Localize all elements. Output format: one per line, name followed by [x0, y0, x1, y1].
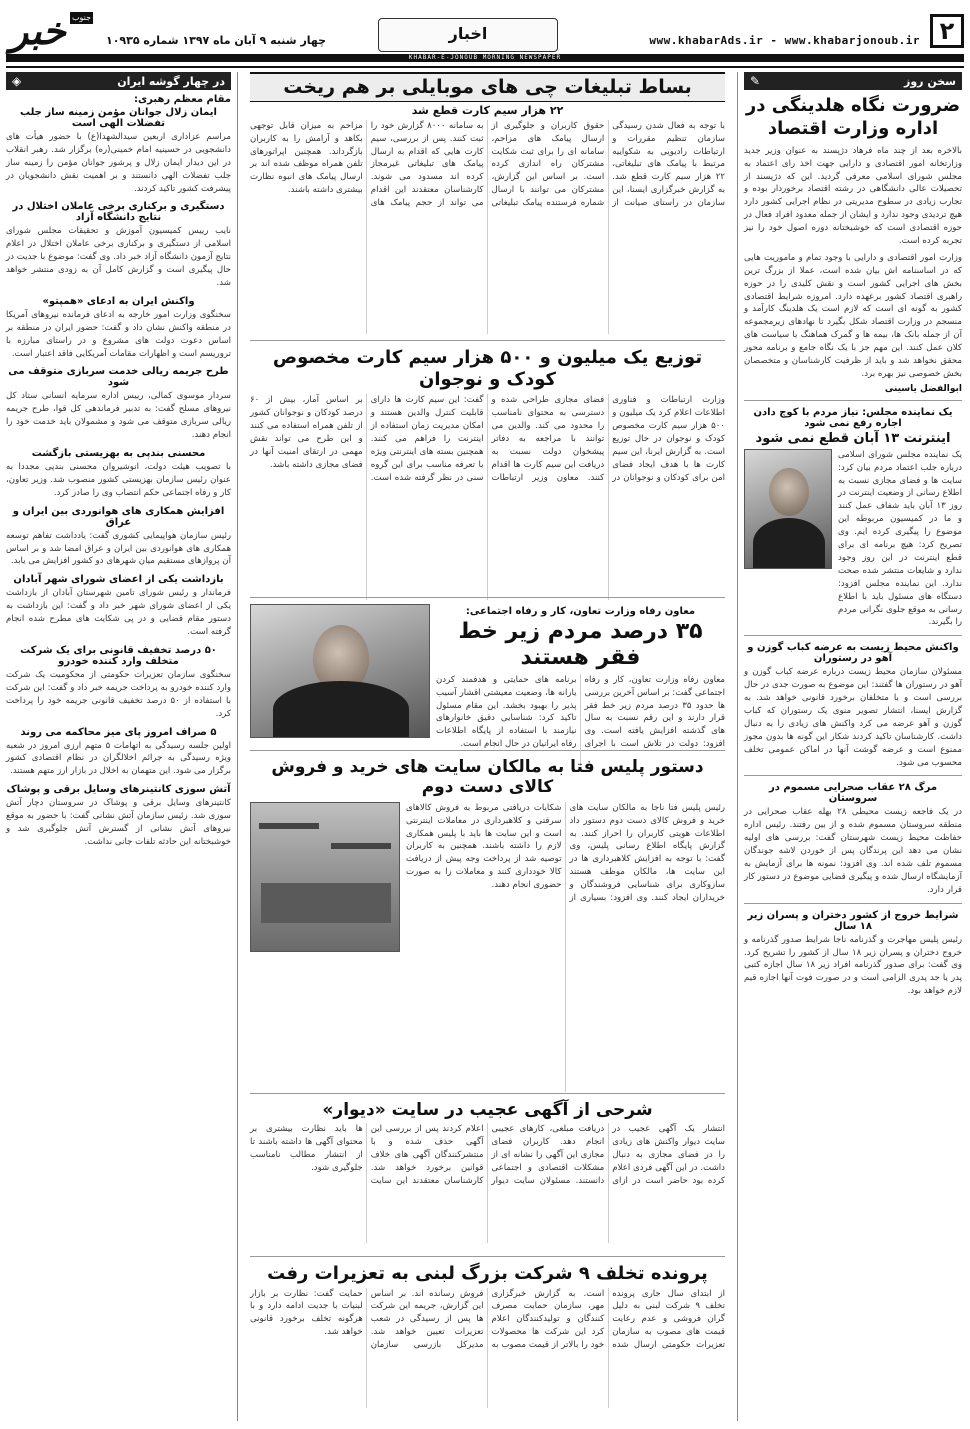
minors-travel-title: شرایط خروج از کشور دختران و پسران زیر ۱۸ سال: [747, 909, 959, 932]
brief-item: [6, 296, 231, 361]
brief-item: [6, 366, 231, 442]
dairy-story: [250, 1263, 725, 1413]
site-url[interactable]: www.khabarAds.ir - www.khabarjonoub.ir: [649, 34, 920, 47]
provinces-tag-label: در چهار گوشه ایران: [117, 74, 225, 88]
brief-title: ۵۰ درصد تخفیف قانونی برای یک شرکت متخلف وارد کننده خودرو: [20, 644, 217, 667]
poverty-kicker: معاون رفاه وزارت تعاون، کار و رفاه اجتماعی:: [465, 606, 696, 617]
kids-sim-body: وزارت ارتباطات و فناوری اطلاعات اعلام کرد یک میلیون و ۵۰۰ هزار سیم کارت مخصوص کودک و نوجوان در حال توزیع است. به گزارش ایرنا، این سیم کارت ها با هدف ایجاد فضای امن برای کودکان و نوجوانان در فضای مجازی طراحی شده و دسترسی به محتوای نامناسب را محدود می کند. والدین می توانند با مراجعه به دفاتر پیشخوان دولت نسبت به دریافت این سیم کارت ها اقدام کنند. معاون وزیر ارتباطات گفت: این سیم کارت ها دارای قابلیت کنترل والدین هستند و امکان مدیریت زمان استفاده از اینترنت را فراهم می کنند. همچنین بسته های اینترنتی ویژه با تعرفه مناسب برای این گروه سنی در نظر گرفته شده است. بر اساس آمار، بیش از ۶۰ درصد کودکان و نوجوانان کشور از تلفن همراه استفاده می کنند و این طرح می تواند نقش مهمی در ارتقای امنیت آنها در فضای مجازی داشته باشد.: [250, 395, 725, 483]
divar-title: شرحی از آگهی عجیب در سایت «دیوار»: [322, 1100, 653, 1120]
brief-item: [6, 448, 231, 500]
brief-item: [6, 107, 231, 195]
internet-kicker: یک نماینده مجلس: نیاز مردم با کوچ دادن اجاره رفع نمی شود: [753, 406, 953, 429]
poverty-body: معاون رفاه وزارت تعاون، کار و رفاه اجتماعی گفت: بر اساس آخرین بررسی ها حدود ۳۵ درصد مردم زیر خط فقر قرار دارند و این رقم نسبت به سال های گذشته افزایش یافته است. وی افزود: دولت در تلاش است با اجرای برنامه های حمایتی و هدفمند کردن یارانه ها، وضعیت معیشتی اقشار آسیب پذیر را بهبود بخشد. این مقام مسئول تاکید کرد: شناسایی دقیق خانوارهای نیازمند با استفاده از پایگاه اطلاعات رفاه ایرانیان در حال انجام است.: [436, 674, 725, 750]
brief-body: سخنگوی وزارت امور خارجه به ادعای فرمانده نیروهای آمریکا در منطقه واکنش نشان داد و گفت: حضور ایران در منطقه بر اساس دعوت دولت های مشروع و در راستای مبارزه با تروریسم است و اظهارات مقامات آمریکایی فاقد اعتبار است.: [6, 309, 231, 359]
leader-kicker: مقام معظم رهبری:: [133, 94, 231, 105]
editorial-tag: [744, 72, 962, 90]
map-pin-icon: ◈: [12, 74, 22, 88]
sms-ads-titlebar: [250, 72, 725, 102]
editorial-tag-label: سخن روز: [904, 74, 956, 88]
brief-item: [6, 727, 231, 779]
divider: [250, 1256, 725, 1257]
sms-ads-subtitle: ۲۲ هزار سیم کارت قطع شد: [411, 103, 564, 117]
brief-body: رئیس سازمان هواپیمایی کشوری گفت: یادداشت تفاهم توسعه همکاری های هوانوردی بین ایران و عراق امضا شد و بر اساس آن پروازهای مستقیم میان شهرهای دو کشور افزایش می یابد.: [6, 530, 231, 567]
brief-body: سردار موسوی کمالی، رییس اداره سرمایه انسانی ستاد کل نیروهای مسلح گفت: به تدبیر فرماندهی کل قوا، طرح جریمه ریالی سربازی متوقف می شود و مشمولان باید خدمت خود را انجام دهند.: [6, 391, 231, 441]
divider: [744, 400, 962, 401]
brief-body: سخنگوی سازمان تعزیرات حکومتی از محکومیت یک شرکت وارد کننده خودرو به پرداخت جریمه خبر داد و گفت: این شرکت با استفاده از ۵۰ درصد تخفیف قانونی جریمه خود را پرداخت کرد.: [6, 669, 231, 719]
issue-info: چهار شنبه ۹ آبان ماه ۱۳۹۷ شماره ۱۰۹۳۵: [106, 34, 327, 47]
brief-item: [6, 574, 231, 639]
poverty-story: [250, 604, 725, 750]
mp-portrait-photo: [744, 449, 832, 569]
deputy-minister-photo: [250, 604, 430, 738]
left-column: [6, 72, 238, 1421]
divider: [744, 775, 962, 776]
editorial-paragraph-2: وزارت امور اقتصادی و دارایی با وجود تمام و ماموریت هایی که در اساسنامه اش بیان شده است، عملا از بزرگ ترین بخش های اجرایی کشور است و نقش کلیدی را در حوزه راهبری اقتصاد کشور برعهده دارد. امروزه شرایط اقتصادی کشور به گونه ای است که لازم است یک هلدینگ کارآمد و منسجم در وزارت اقتصاد شکل بگیرد تا نهادهای زیرمجموعه آن از جمله بانک ها، بیمه ها و گمرک هماهنگ با سیاست های کلان عمل کنند. این مهم جز با یک نگاه جامع و برنامه محور محقق نخواهد شد و باید از ظرفیت کارشناسان و متخصصان بخش خصوصی نیز بهره برد.: [744, 252, 962, 379]
brief-body: فرماندار و رئیس شورای تامین شهرستان آبادان از بازداشت یکی از اعضای شورای شهر خبر داد و گفت: این بازداشت به دستور مقام قضایی و در پی شکایت های مطرح شده انجام گرفته است.: [6, 588, 231, 638]
internet-body: یک نماینده مجلس شورای اسلامی درباره جلب اعتماد مردم بیان کرد: سایت ها و فضای مجازی نسبت به اطلاع رسانی از وضعیت اینترنت در روز ۱۳ آبان باید شفاف عمل کنند و ما در کمیسیون مربوطه این موضوع را پیگیری کرده ایم. وی تصریح کرد: هیچ برنامه ای برای قطع اینترنت در این روز وجود ندارد و شایعات منتشر شده صحت ندارد. این نماینده مجلس افزود: دستگاه های مسئول باید با اطلاع رسانی به موقع جلوی نگرانی مردم را بگیرند.: [838, 449, 963, 628]
secondhand-shop-photo: [250, 802, 400, 952]
brief-title: بازداشت یکی از اعضای شورای شهر آبادان: [13, 574, 224, 586]
brief-body: مراسم عزاداری اربعین سیدالشهدا(ع) با حضور هیأت های دانشجویی در حسینیه امام خمینی(ره) برگزار شد. رهبر انقلاب در این دیدار ایمان زلال و پرشور جوانان مؤمن را زمینه ساز جلب تفضلات الهی دانستند و بر اهمیت نقش دانشجویان در پیشرفت کشور تاکید کردند.: [6, 132, 231, 194]
logo-text: خبر: [10, 8, 66, 53]
eagle-title: مرگ ۲۸ عقاب صحرایی مسموم در سروستان: [768, 782, 938, 805]
right-column: [737, 72, 962, 1421]
brief-item: [6, 784, 231, 849]
sms-ads-title: بساط تبلیغات چی های موبایلی بر هم ریخت: [283, 76, 692, 98]
kids-sim-title: توزیع یک میلیون و ۵۰۰ هزار سیم کارت مخصوص کودک و نوجوان: [272, 347, 703, 390]
masthead-strip: KHABAR-E-JONOUB MORNING NEWSPAPER: [6, 54, 964, 62]
venison-body: مسئولان سازمان محیط زیست درباره عرضه کباب گوزن و آهو در رستوران ها گفتند: این موضوع به صورت جدی در حال بررسی است و با متخلفان برخورد قانونی خواهد شد. به گزارش ایسنا، انتشار تصویر منوی یک رستوران که کباب گوزن و آهو عرضه می کرد واکنش های زیادی را به دنبال داشت. کارشناسان تاکید کردند شکار این گونه ها بدون مجوز ممنوع است و عرضه گوشت آنها در اماکن عمومی تخلف محسوب می شود.: [744, 667, 962, 768]
eagle-story: [744, 782, 962, 896]
brief-title: ۵ صراف امروز پای میز محاکمه می روند: [20, 726, 217, 738]
middle-column: [244, 72, 731, 1421]
divider: [250, 597, 725, 598]
minors-travel-story: [744, 910, 962, 998]
section-title: اخبار: [378, 18, 558, 52]
provinces-tag: [6, 72, 231, 90]
internet-title: اینترنت ۱۳ آبان قطع نمی شود: [755, 430, 951, 446]
brief-title: دستگیری و برکناری برخی عاملان اختلال در نتایج دانشگاه آزاد: [12, 201, 225, 224]
page-number: ۲: [930, 14, 964, 48]
pen-icon: ✎: [750, 74, 761, 88]
poverty-title: ۳۵ درصد مردم زیر خط فقر هستند: [458, 619, 703, 671]
venison-title: واکنش محیط زیست به عرضه کباب گوزن و آهو در رستوران: [747, 642, 959, 665]
logo-sub: جنوب: [72, 13, 92, 22]
minors-travel-body: رئیس پلیس مهاجرت و گذرنامه ناجا شرایط صدور گذرنامه و خروج دختران و پسران زیر ۱۸ سال از کشور را تشریح کرد. وی گفت: برای صدور گذرنامه افراد زیر ۱۸ سال اجازه کتبی پدر یا جد پدری الزامی است و در صورت فوت آنها اجازه قیم لازم خواهد بود.: [744, 934, 963, 997]
sms-ads-story: [250, 72, 725, 334]
brief-title: ایمان زلال جوانان مؤمن زمینه ساز جلب تفضلات الهی است: [20, 107, 217, 129]
masthead-rule: [6, 66, 964, 68]
fata-police-title: دستور پلیس فتا به مالکان سایت های خرید و فروش کالای دست دوم: [271, 757, 704, 798]
editorial-author: ابوالفضل یاسینی: [884, 383, 962, 394]
dairy-title: پرونده تخلف ۹ شرکت بزرگ لبنی به تعزیرات رفت: [267, 1263, 708, 1284]
divider: [250, 1093, 725, 1094]
sms-ads-body: با توجه به فعال شدن رسیدگی سازمان تنظیم مقررات و ارتباطات رادیویی به شکواییه مرتبط با پیامک های تبلیغاتی، ۲۲ هزار سیم کارت قطع شد. به گزارش خبرگزاری ایسنا، این سازمان در راستای صیانت از حقوق کاربران و جلوگیری از ارسال پیامک های مزاحم، سامانه ای را برای ثبت شکایت مشترکان راه اندازی کرده است. بر اساس این گزارش، مشترکان می توانند با ارسال شماره فرستنده پیامک تبلیغاتی به سامانه ۸۰۰۰ گزارش خود را ثبت کنند. پس از بررسی، سیم کارت هایی که اقدام به ارسال پیامک های تبلیغاتی غیرمجاز کرده اند مسدود می شوند. کارشناسان معتقدند این اقدام می تواند از حجم پیامک های مزاحم به میزان قابل توجهی بکاهد و آرامش را به کاربران بازگرداند. همچنین اپراتورهای تلفن همراه موظف شده اند بر ارسال پیامک های انبوه نظارت بیشتری داشته باشند.: [250, 120, 725, 209]
editorial-paragraph-1: بالاخره بعد از چند ماه فرهاد دژپسند به عنوان وزیر جدید وزارتخانه امور اقتصادی و دارایی جهت اخذ رای اعتماد به مجلس شورای اسلامی معرفی گردید. این که دژپسند از تحصیلات عالی دانشگاهی در رشته اقتصاد برخوردار بوده و تجارب زیادی در سطوح مدیریتی در نظام اجرایی کشور دارد هیچ تردیدی وجود ندارد و ایشان از جمله معدود افراد فعال در حوزه اقتصادی است که خوشبختانه دوره اصول خود را نیز تجربه کرده است.: [744, 145, 962, 247]
brief-body: کانتینرهای وسایل برقی و پوشاک در سروستان دچار آتش سوزی شد. رئیس سازمان آتش نشانی گفت: با حضور به موقع نیروهای آتش نشانی از گسترش آتش جلوگیری شد و خوشبختانه این حادثه تلفات جانی نداشت.: [6, 798, 231, 847]
dairy-body: از ابتدای سال جاری پرونده تخلف ۹ شرکت لبنی به دلیل گران فروشی و عدم رعایت قیمت های مصوب به سازمان تعزیرات حکومتی ارسال شده است. به گزارش خبرگزاری مهر، سازمان حمایت مصرف کنندگان و تولیدکنندگان اعلام کرد این شرکت ها محصولات خود را بالاتر از قیمت مصوب به فروش رسانده اند. بر اساس این گزارش، جریمه این شرکت ها پس از رسیدگی در شعب تعزیرات تعیین خواهد شد. مدیرکل بازرسی سازمان حمایت گفت: نظارت بر بازار لبنیات با جدیت ادامه دارد و با هرگونه تخلف برخورد قانونی خواهد شد.: [250, 1288, 725, 1351]
divider: [250, 340, 725, 341]
brief-body: با تصویب هیئت دولت، انوشیروان محسنی بندپی مجددا به عنوان رئیس سازمان بهزیستی کشور منصوب شد. وزیر تعاون، کار و رفاه اجتماعی حکم انتصاب وی را صادر کرد.: [6, 462, 231, 498]
brief-item: [6, 201, 231, 289]
brief-body: نایب رییس کمیسیون آموزش و تحقیقات مجلس شورای اسلامی از دستگیری و برکناری برخی عاملان اختلال در اعلام نتایج آزمون دانشگاه آزاد خبر داد. وی گفت: موضوع با جدیت در حال پیگیری است و گزارش کامل آن به زودی منتشر خواهد شد.: [6, 226, 231, 289]
eagle-body: در یک فاجعه زیست محیطی ۲۸ بهله عقاب صحرایی در منطقه سروستان مسموم شده و از بین رفتند. رئیس اداره حفاظت محیط زیست شهرستان گفت: بررسی های اولیه نشان می دهد این پرندگان پس از خوردن لاشه جوندگان مسموم تلف شده اند. وی افزود: نمونه ها برای آزمایش به آزمایشگاه ارسال شده و پیگیری قضایی موضوع در دستور کار قرار دارد.: [744, 807, 962, 895]
divar-story: [250, 1100, 725, 1250]
kids-sim-story: [250, 347, 725, 591]
brief-title: محسنی بندپی به بهزیستی بازگشت: [31, 448, 206, 460]
divider: [744, 635, 962, 636]
fata-police-body: رئیس پلیس فتا ناجا به مالکان سایت های خرید و فروش کالای دست دوم دستور داد اطلاعات هویتی کاربران را احراز کنند. به گزارش پایگاه اطلاع رسانی پلیس، وی گفت: با توجه به افزایش کلاهبرداری ها در این سایت ها، مالکان موظف هستند سازوکاری برای شناسایی فروشندگان و خریداران ایجاد کنند. وی افزود: بسیاری از شکایات دریافتی مربوط به فروش کالاهای سرقتی و کلاهبرداری در معاملات اینترنتی است و این سایت ها باید با پلیس همکاری لازم را داشته باشند. همچنین به کاربران توصیه شد از پرداخت وجه پیش از دریافت کالا خودداری کنند و معاملات را به صورت حضوری انجام دهند.: [406, 802, 725, 904]
fata-police-story: [250, 757, 725, 1087]
brief-item: [6, 506, 231, 569]
internet-story: [744, 407, 962, 629]
brief-body: اولین جلسه رسیدگی به اتهامات ۵ متهم ارزی امروز در شعبه ویژه رسیدگی به جرائم اخلالگران در نظام اقتصادی کشور برگزار می شود. این متهمان به اخلال در بازار ارز متهم هستند.: [6, 740, 231, 777]
brief-title: واکنش ایران به ادعای «همپتو»: [42, 295, 195, 307]
editorial-title: ضرورت نگاه هلدینگی در اداره وزارت اقتصاد: [745, 95, 961, 140]
venison-story: [744, 642, 962, 769]
brief-title: آتش سوزی کانتینرهای وسایل برقی و پوشاک: [6, 784, 231, 796]
divider: [744, 903, 962, 904]
brief-title: طرح جریمه ریالی خدمت سربازی متوقف می شود: [8, 366, 229, 389]
brief-item: [6, 645, 231, 721]
divar-body: انتشار یک آگهی عجیب در سایت دیوار واکنش های زیادی را در فضای مجازی به دنبال داشت. در این آگهی فردی اعلام کرده بود حاضر است در ازای دریافت مبلغی، کارهای عجیبی انجام دهد. کاربران فضای مجازی این آگهی را نشانه ای از مشکلات اقتصادی و اجتماعی دانستند. مسئولان سایت دیوار اعلام کردند پس از بررسی این آگهی حذف شده و با منتشرکنندگان آگهی های خلاف قوانین برخورد خواهد شد. کارشناسان معتقدند این سایت ها باید نظارت بیشتری بر محتوای آگهی ها داشته باشند تا از انتشار مطالب نامناسب جلوگیری شود.: [250, 1124, 725, 1186]
brief-title: افزایش همکاری های هوانوردی بین ایران و عراق: [12, 505, 225, 528]
